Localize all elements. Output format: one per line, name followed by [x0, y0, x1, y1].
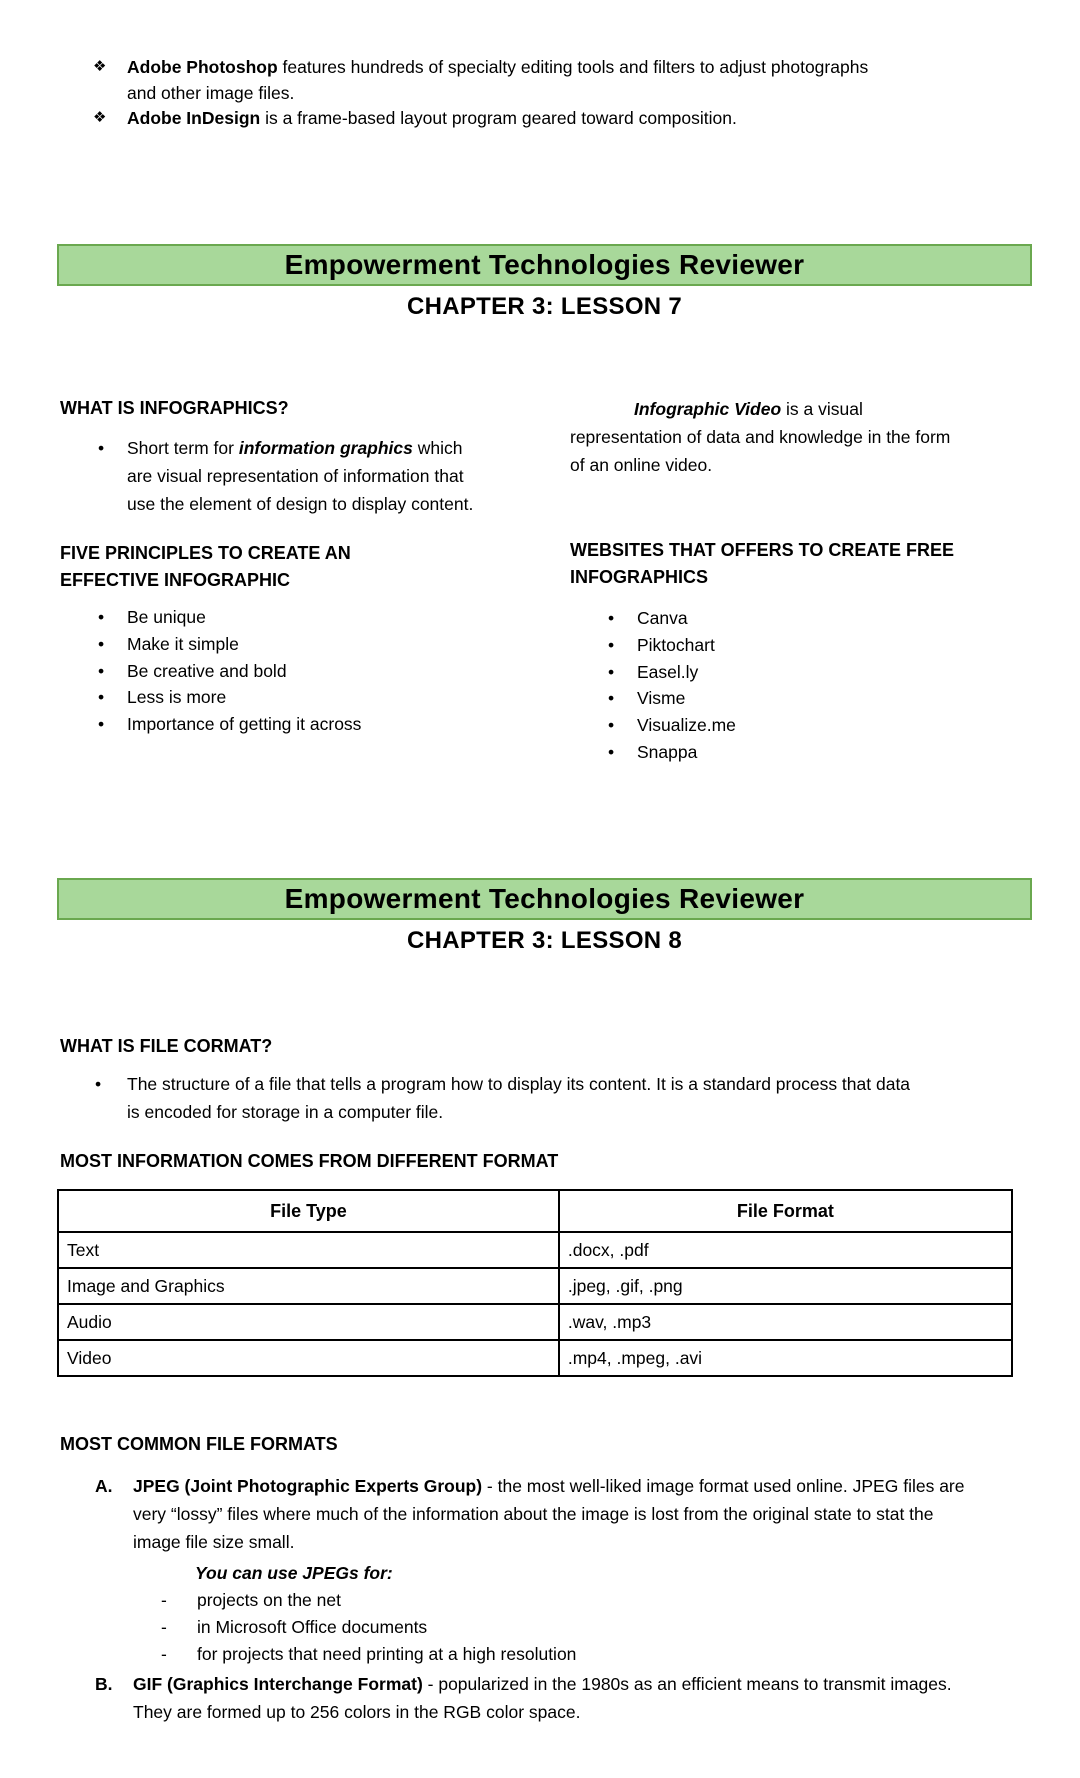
cell-file-format: .mp4, .mpeg, .avi: [559, 1340, 1012, 1376]
term-description: is a frame-based layout program geared toward composition.: [260, 108, 737, 129]
table-header-row: [58, 1190, 1012, 1232]
dot-bullet-marker: •: [98, 606, 105, 627]
list-item: [60, 106, 872, 132]
heading-common-file-formats: MOST COMMON FILE FORMATS: [60, 1434, 338, 1455]
list-item: [133, 1641, 978, 1668]
term-bold: Adobe InDesign: [127, 108, 261, 129]
dot-bullet-marker: •: [608, 742, 615, 763]
table-row: [58, 1340, 1012, 1376]
diamond-bullet-marker: ❖: [93, 58, 107, 75]
banner-title: Empowerment Technologies Reviewer: [284, 883, 805, 915]
usage-text: in Microsoft Office documents: [197, 1617, 428, 1638]
dot-bullet-marker: •: [608, 634, 615, 655]
format-description: - popularized in the 1980s as an efficient means to transmit images. They are formed up to 256 colors in the RGB color space.: [133, 1674, 952, 1723]
website-name: Snappa: [637, 742, 698, 763]
list-item: [570, 632, 960, 659]
list-item: [570, 739, 960, 766]
list-item: [60, 658, 510, 685]
list-item: [570, 605, 960, 632]
intro-bullet-list: [60, 0, 1020, 132]
heading-what-is-infographics: WHAT IS INFOGRAPHICS?: [60, 397, 289, 418]
table-row: [58, 1232, 1012, 1268]
definition-pre: Short term for: [127, 437, 239, 458]
dot-bullet-marker: •: [608, 661, 615, 682]
principle-text: Make it simple: [127, 633, 239, 654]
heading-what-is-file-format: WHAT IS FILE CORMAT?: [60, 1036, 273, 1057]
list-letter: B.: [95, 1674, 113, 1695]
website-name: Visme: [637, 688, 686, 709]
lesson8-banner: [57, 878, 1032, 920]
infographics-definition: [60, 434, 479, 518]
dot-bullet-marker: •: [98, 660, 105, 681]
cell-file-format: .jpeg, .gif, .png: [559, 1268, 1012, 1304]
list-item: [570, 659, 960, 686]
dot-bullet-marker: •: [98, 633, 105, 654]
list-item: [133, 1587, 978, 1614]
cell-file-type: Audio: [58, 1304, 559, 1340]
diamond-bullet-marker: ❖: [93, 109, 107, 127]
cell-file-type: Video: [58, 1340, 559, 1376]
paragraph-text: is a visual representation of data and knowledge in the form of an online video.: [570, 398, 951, 475]
banner-title: Empowerment Technologies Reviewer: [284, 248, 805, 280]
list-item: [570, 712, 960, 739]
dot-bullet-marker: •: [98, 687, 105, 708]
format-item-jpeg: [60, 1472, 978, 1668]
list-item: [570, 685, 960, 712]
cell-file-format: .wav, .mp3: [559, 1304, 1012, 1340]
website-name: Canva: [637, 607, 688, 628]
file-format-definition: [60, 1070, 927, 1126]
lesson7-chapter-title: CHAPTER 3: LESSON 7: [406, 292, 683, 320]
lesson8-chapter-title: CHAPTER 3: LESSON 8: [406, 927, 683, 955]
website-name: Easel.ly: [637, 661, 699, 682]
file-format-table: [57, 1189, 1013, 1377]
dash-bullet-marker: -: [161, 1617, 167, 1638]
format-term: GIF (Graphics Interchange Format): [133, 1674, 423, 1695]
term-bold: Adobe Photoshop: [127, 57, 278, 77]
list-item: [60, 684, 510, 711]
lesson7-columns: [60, 395, 1080, 767]
websites-list: [570, 605, 960, 767]
list-letter: A.: [95, 1476, 113, 1497]
cell-file-type: Image and Graphics: [58, 1268, 559, 1304]
dot-bullet-marker: •: [608, 607, 615, 628]
format-description: - the most well-liked image format used online. JPEG files are very “lossy” files where much of the information about the image is lost from the original state to stat the image file size small.: [133, 1476, 965, 1553]
cell-file-format: .docx, .pdf: [559, 1232, 1012, 1268]
list-item: [60, 711, 510, 738]
heading-websites: WEBSITES THAT OFFERS TO CREATE FREE INFOGRAPHICS: [570, 539, 955, 587]
list-item: [60, 631, 510, 658]
principle-text: Be unique: [127, 606, 206, 627]
principle-text: Be creative and bold: [127, 660, 287, 681]
dot-bullet-marker: •: [95, 1074, 102, 1095]
dot-bullet-marker: •: [608, 688, 615, 709]
website-name: Visualize.me: [637, 715, 736, 736]
principle-text: Less is more: [127, 687, 227, 708]
usage-text: for projects that need printing at a high resolution: [197, 1644, 577, 1665]
format-term: JPEG (Joint Photographic Experts Group): [133, 1476, 483, 1497]
dot-bullet-marker: •: [608, 715, 615, 736]
cell-file-type: Text: [58, 1232, 559, 1268]
website-name: Piktochart: [637, 634, 715, 655]
dash-bullet-marker: -: [161, 1590, 167, 1611]
table-row: [58, 1268, 1012, 1304]
heading-information-format: MOST INFORMATION COMES FROM DIFFERENT FORMAT: [60, 1151, 559, 1172]
column-header-file-format: File Format: [559, 1190, 1012, 1232]
paragraph-emphasis: Infographic Video: [634, 398, 782, 419]
list-item: [133, 1614, 978, 1641]
definition-post: which are visual representation of information that use the element of design to display content.: [127, 437, 474, 514]
format-item-gif: [60, 1670, 978, 1726]
definition-text: The structure of a file that tells a program how to display its content. It is a standard process that data is encoded for storage in a computer file.: [127, 1074, 911, 1123]
list-item: [60, 55, 872, 106]
lesson7-right-column: [570, 395, 960, 767]
usage-text: projects on the net: [197, 1590, 341, 1611]
principle-text: Importance of getting it across: [127, 714, 362, 735]
column-header-file-type: File Type: [58, 1190, 559, 1232]
dot-bullet-marker: •: [98, 437, 105, 458]
lesson7-banner: [57, 244, 1032, 286]
list-item: [60, 604, 510, 631]
lesson7-left-column: [60, 395, 510, 767]
jpeg-usage-heading: You can use JPEGs for:: [195, 1563, 393, 1584]
dot-bullet-marker: •: [98, 714, 105, 735]
principles-list: [60, 604, 510, 739]
heading-five-principles: FIVE PRINCIPLES TO CREATE AN EFFECTIVE INFOGRAPHIC: [60, 542, 351, 590]
definition-emphasis: information graphics: [238, 437, 413, 458]
term-description: features hundreds of specialty editing tools and filters to adjust photographs and other image files.: [127, 57, 869, 103]
infographic-video-paragraph: [570, 395, 955, 479]
dash-bullet-marker: -: [161, 1644, 167, 1665]
table-row: [58, 1304, 1012, 1340]
